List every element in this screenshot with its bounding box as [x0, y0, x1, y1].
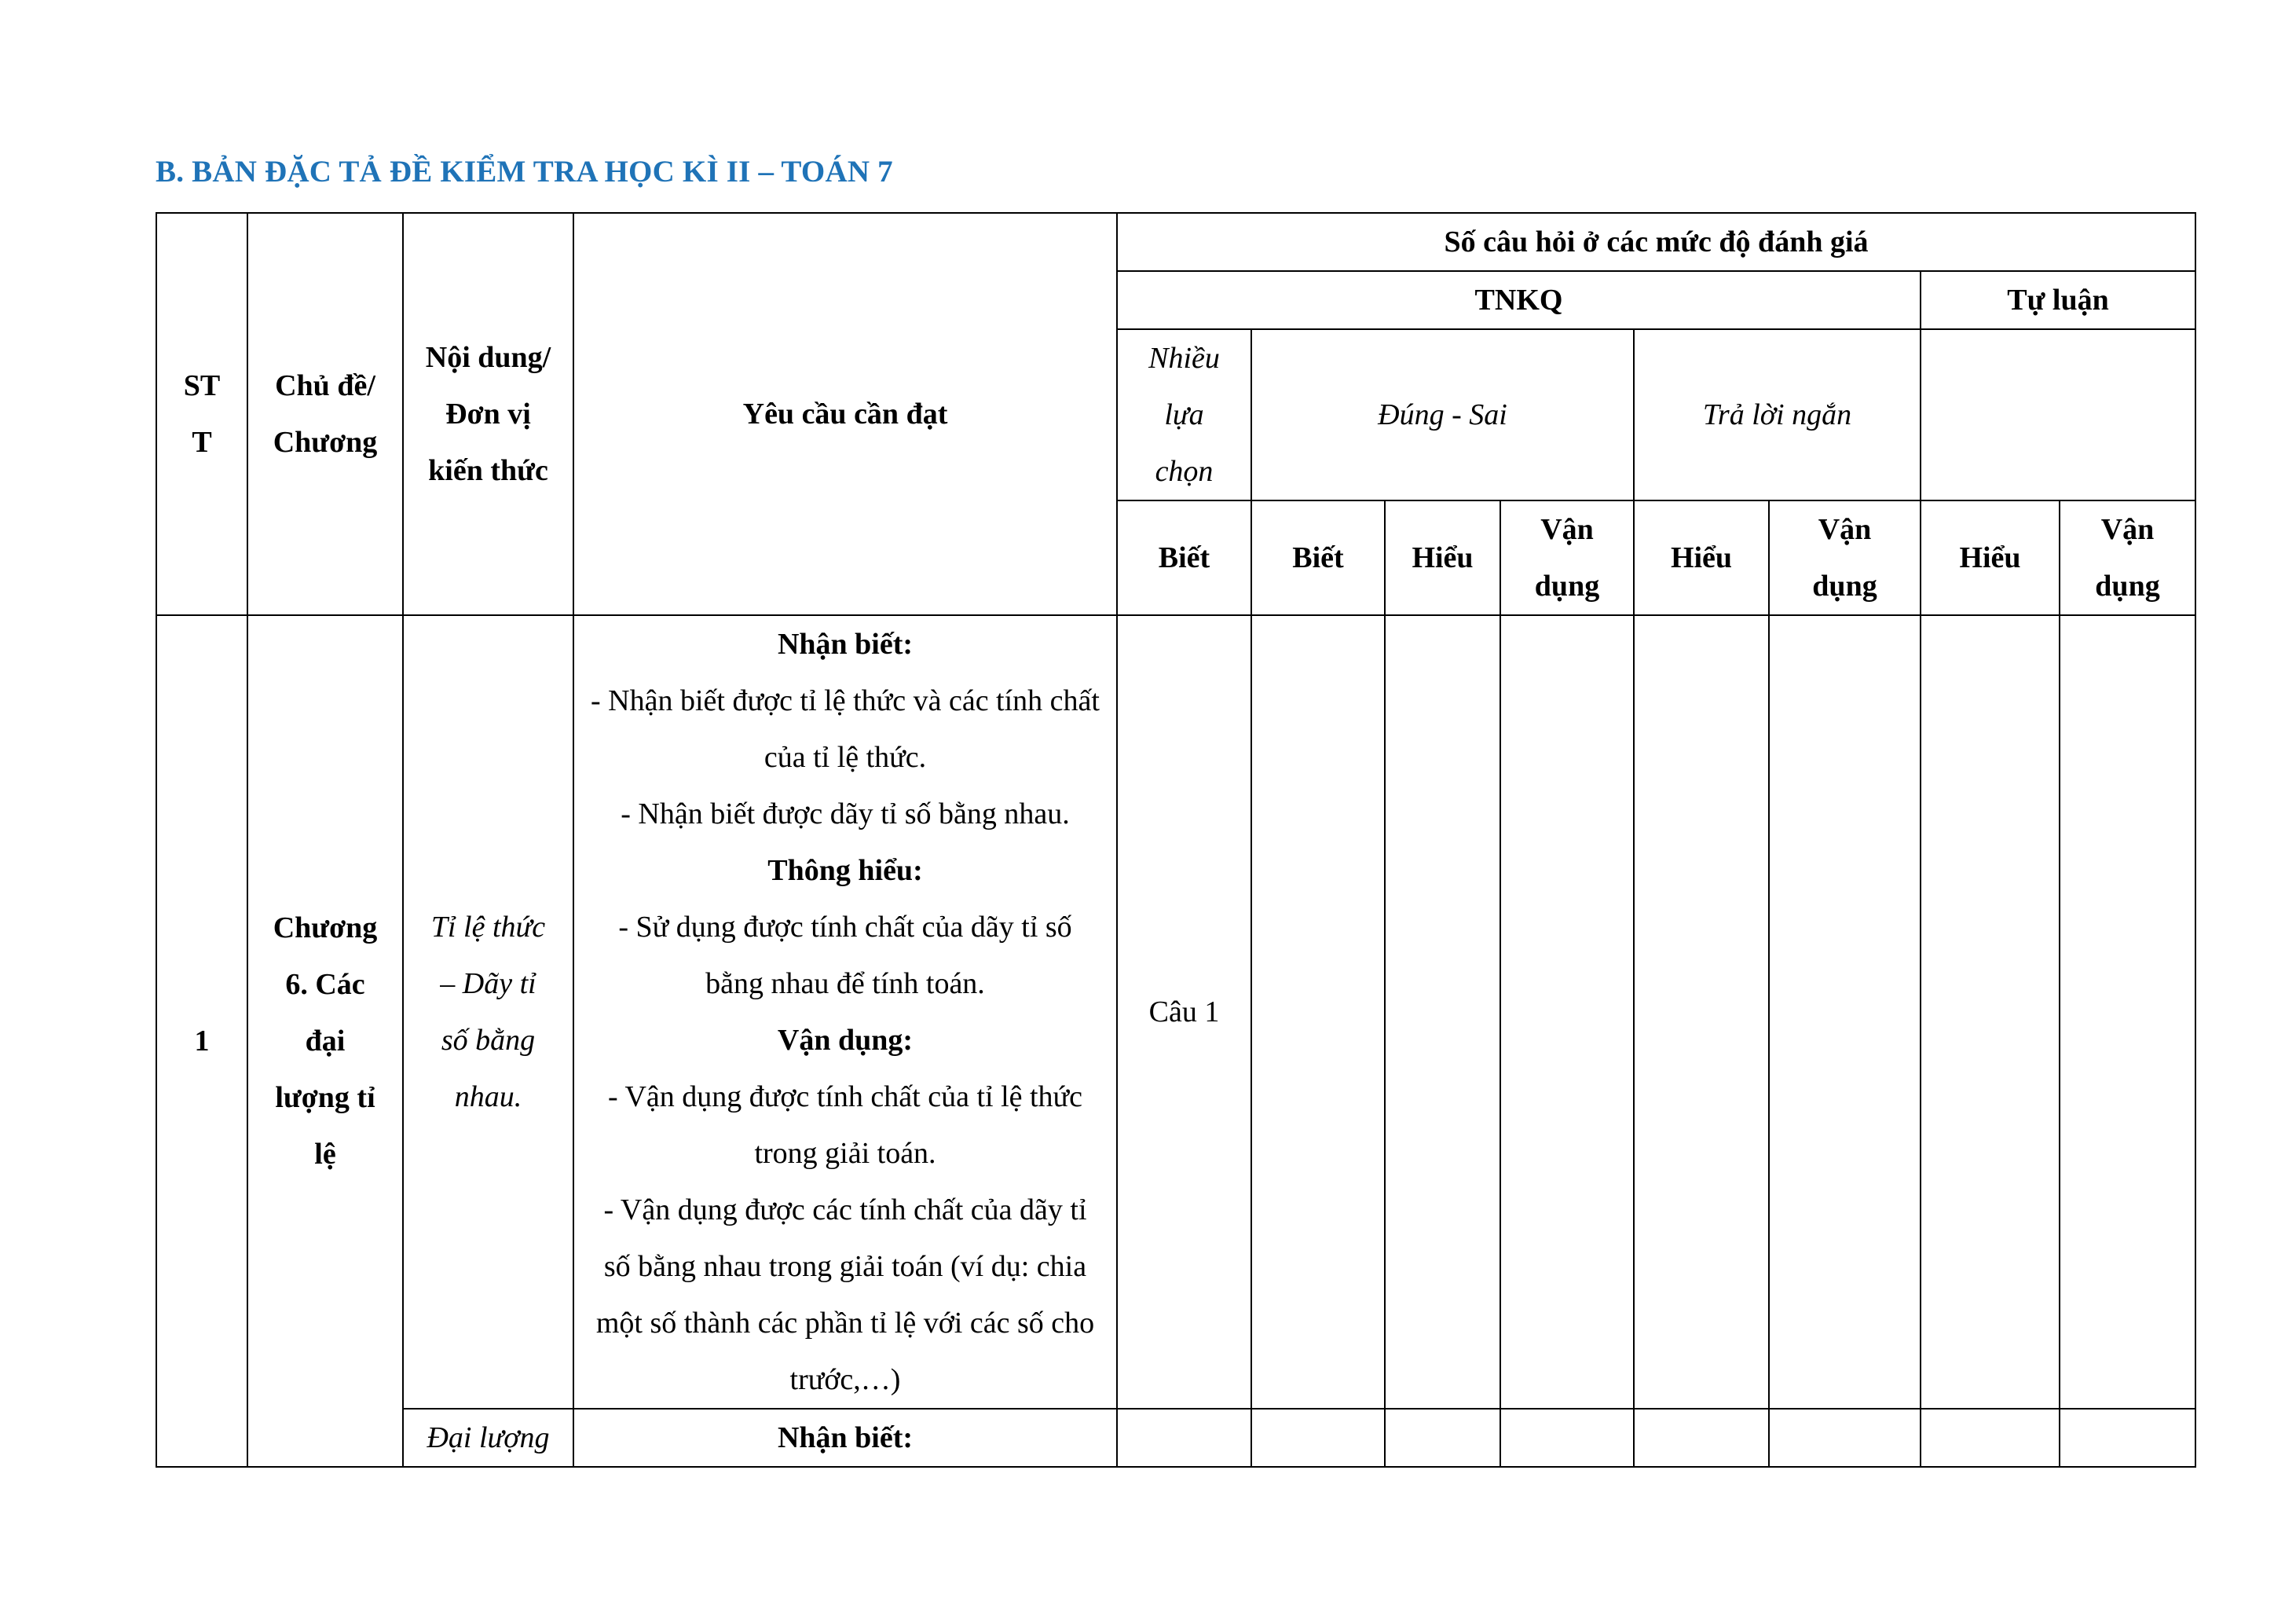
row-stt: 1: [156, 615, 247, 1467]
cell-empty: [1921, 615, 2060, 1409]
requirement-item: - Vận dụng được các tính chất của dãy tỉ số bằng nhau trong giải toán (ví dụ: chia một số thành các phần tỉ lệ với các số cho trước,…): [595, 1193, 1095, 1396]
cell-empty: [1251, 1409, 1385, 1467]
cell-empty: [1385, 615, 1500, 1409]
document-title: B. BẢN ĐẶC TẢ ĐỀ KIỂM TRA HỌC KÌ II – TOÁN 7: [156, 155, 893, 189]
header-noi-dung-line: kiến thức: [428, 454, 548, 487]
row-yeu-cau: [573, 615, 1117, 1409]
noi-dung-line: số bằng: [441, 1024, 536, 1057]
header-chu-de-line: Chủ đề/: [275, 369, 375, 402]
header-nlc-line: chọn: [1155, 455, 1214, 488]
header-noi-dung-line: Đơn vị: [445, 398, 531, 431]
row-chu-de: [247, 615, 403, 1467]
header-noi-dung: [403, 213, 573, 615]
row-noi-dung: [403, 615, 573, 1409]
specification-table: [156, 212, 2196, 1468]
noi-dung-line: – Dãy tỉ: [440, 967, 536, 1000]
level-tln-hieu: Hiểu: [1634, 500, 1769, 615]
header-chu-de-line: Chương: [273, 426, 378, 459]
header-tu-luan: Tự luận: [1921, 271, 2195, 329]
header-chu-de: [247, 213, 403, 615]
level-tl-van-dung: [2060, 500, 2195, 615]
chu-de-line: lệ: [314, 1138, 336, 1171]
header-tnkq: TNKQ: [1117, 271, 1921, 329]
cell-empty: [1634, 615, 1769, 1409]
header-row-1: [156, 213, 2195, 271]
cell-empty: [1251, 615, 1385, 1409]
table-row: [156, 1409, 2195, 1467]
chu-de-line: lượng tỉ: [275, 1081, 375, 1114]
header-so-cau-hoi: Số câu hỏi ở các mức độ đánh giá: [1117, 213, 2195, 271]
cell-empty: [1769, 615, 1921, 1409]
level-tln-van-dung: [1769, 500, 1921, 615]
header-noi-dung-line: Nội dung/: [425, 341, 551, 374]
cell-empty: [1769, 1409, 1921, 1467]
cell-empty: [1117, 1409, 1251, 1467]
header-nlc-line: lựa: [1164, 398, 1204, 431]
noi-dung-line: Tỉ lệ thức: [430, 911, 546, 944]
level-ds-van-dung: [1500, 500, 1634, 615]
nhan-biet-label: Nhận biết:: [777, 628, 914, 661]
header-tu-luan-blank: [1921, 329, 2195, 500]
cell-empty: [1500, 615, 1634, 1409]
level-ds-biet: Biết: [1251, 500, 1385, 615]
van-dung-label: Vận dụng:: [777, 1024, 914, 1057]
header-stt: [156, 213, 247, 615]
header-dung-sai: Đúng - Sai: [1251, 329, 1634, 500]
row-noi-dung-partial: Đại lượng: [403, 1409, 573, 1467]
chu-de-line: đại: [305, 1025, 346, 1058]
requirement-item: - Nhận biết được dãy tỉ số bằng nhau.: [621, 797, 1070, 830]
cell-empty: [1921, 1409, 2060, 1467]
cell-nlc-biet: Câu 1: [1117, 615, 1251, 1409]
header-nlc-line: Nhiều: [1148, 342, 1220, 375]
level-line: dụng: [1534, 570, 1600, 603]
header-yeu-cau: Yêu cầu cần đạt: [573, 213, 1117, 615]
cell-empty: [2060, 1409, 2195, 1467]
cell-empty: [1634, 1409, 1769, 1467]
requirement-item: - Nhận biết được tỉ lệ thức và các tính chất của tỉ lệ thức.: [591, 684, 1100, 774]
requirement-item: - Sử dụng được tính chất của dãy tỉ số bằng nhau để tính toán.: [618, 911, 1072, 1000]
requirement-item: - Vận dụng được tính chất của tỉ lệ thức trong giải toán.: [607, 1080, 1083, 1170]
row-yeu-cau-partial: Nhận biết:: [573, 1409, 1117, 1467]
level-line: dụng: [2095, 570, 2160, 603]
header-nhieu-lua-chon: [1117, 329, 1251, 500]
chu-de-line: Chương: [273, 911, 378, 944]
chu-de-line: 6. Các: [285, 968, 365, 1001]
cell-empty: [1385, 1409, 1500, 1467]
header-tra-loi-ngan: Trả lời ngắn: [1634, 329, 1921, 500]
cell-empty: [2060, 615, 2195, 1409]
level-nlc-biet: Biết: [1117, 500, 1251, 615]
level-line: dụng: [1812, 570, 1877, 603]
level-tl-hieu: Hiểu: [1921, 500, 2060, 615]
cell-empty: [1500, 1409, 1634, 1467]
level-line: Vận: [2100, 513, 2155, 546]
level-line: Vận: [1818, 513, 1872, 546]
level-line: Vận: [1540, 513, 1594, 546]
thong-hieu-label: Thông hiểu:: [767, 854, 923, 887]
noi-dung-line: nhau.: [454, 1080, 522, 1113]
header-stt-line: T: [192, 426, 212, 459]
level-ds-hieu: Hiểu: [1385, 500, 1500, 615]
table-row: [156, 615, 2195, 1409]
header-stt-line: ST: [183, 369, 221, 402]
